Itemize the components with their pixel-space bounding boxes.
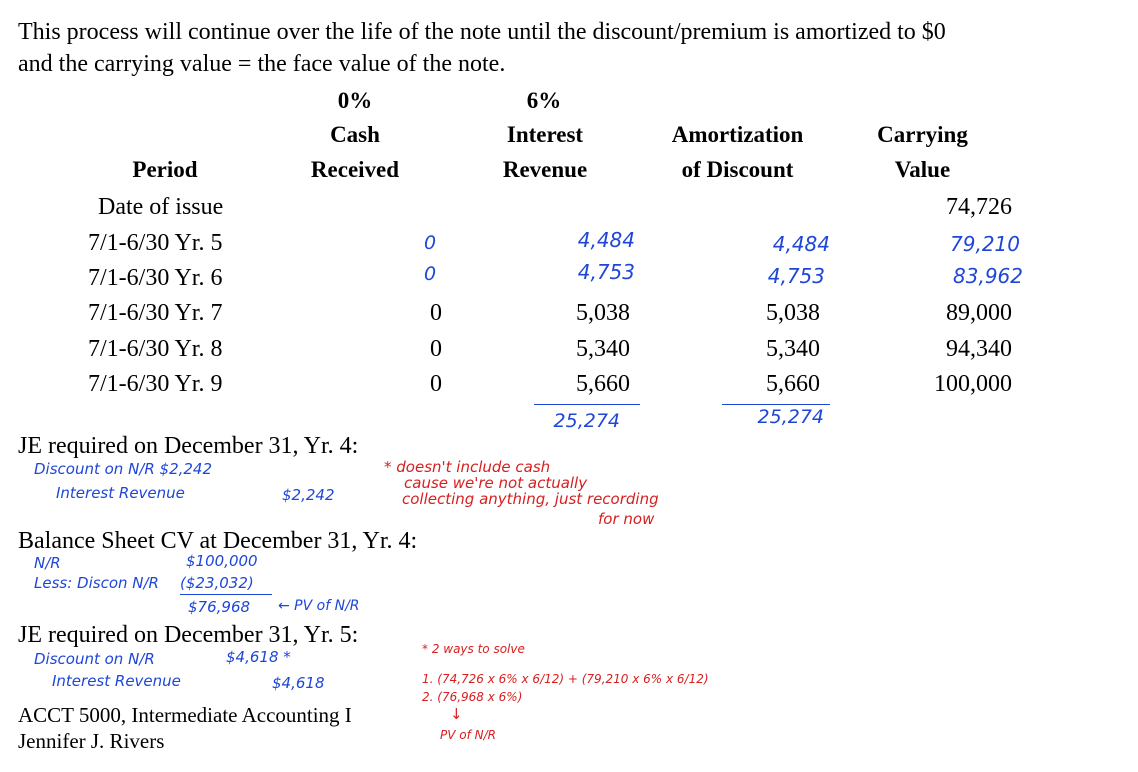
pv-label: PV of N/R bbox=[440, 728, 496, 742]
header-amort-2: of Discount bbox=[681, 157, 794, 182]
table-row-interest: 4,484 bbox=[577, 228, 635, 252]
table-row-period: 7/1-6/30 Yr. 6 bbox=[88, 265, 223, 291]
table-row-period: 7/1-6/30 Yr. 9 bbox=[88, 371, 223, 397]
je-yr4-note-2: cause we're not actually bbox=[404, 474, 588, 492]
table-row-period: 7/1-6/30 Yr. 7 bbox=[88, 300, 223, 326]
table-row-interest: 5,660 bbox=[576, 371, 630, 397]
bs-less-amount: ($23,032) bbox=[180, 574, 254, 592]
total-amort: 25,274 bbox=[757, 406, 824, 428]
solve-1: 1. (74,726 x 6% x 6/12) + (79,210 x 6% x 6/12) bbox=[422, 672, 709, 686]
header-cash-2: Received bbox=[310, 157, 400, 182]
table-row-cash: 0 bbox=[424, 263, 437, 285]
bs-nr-label: N/R bbox=[34, 554, 61, 572]
issue-period: Date of issue bbox=[98, 194, 224, 220]
intro-line-2: and the carrying value = the face value of the note. bbox=[18, 51, 506, 77]
bs-nr-amount: $100,000 bbox=[186, 552, 258, 570]
table-row-interest: 4,753 bbox=[577, 260, 635, 284]
table-row-carrying: 83,962 bbox=[953, 264, 1023, 288]
table-row-amort: 5,660 bbox=[766, 371, 820, 397]
je-yr4-heading: JE required on December 31, Yr. 4: bbox=[18, 433, 359, 459]
table-row-cash: 0 bbox=[430, 336, 442, 362]
je-yr4-credit-account: Interest Revenue bbox=[56, 484, 185, 502]
table-row-cash: 0 bbox=[424, 232, 437, 254]
header-carrying-1: Carrying bbox=[877, 122, 968, 147]
total-interest: 25,274 bbox=[553, 410, 620, 432]
header-interest-2: Revenue bbox=[502, 157, 588, 182]
header-amort-1: Amortization bbox=[671, 122, 804, 147]
solve-2: 2. (76,968 x 6%) bbox=[422, 690, 523, 704]
je-yr4-note-4: for now bbox=[598, 510, 655, 528]
header-interest-1: Interest bbox=[506, 122, 584, 147]
header-period: Period bbox=[132, 157, 198, 182]
table-row-amort: 4,753 bbox=[767, 264, 825, 288]
table-row-cash: 0 bbox=[430, 300, 442, 326]
table-row-period: 7/1-6/30 Yr. 5 bbox=[88, 230, 223, 256]
footer-author: Jennifer J. Rivers bbox=[18, 729, 165, 753]
footer-course: ACCT 5000, Intermediate Accounting I bbox=[18, 703, 352, 727]
rate-cash: 0% bbox=[337, 88, 373, 113]
total-underline-interest bbox=[534, 404, 640, 405]
je-yr5-credit-amount: $4,618 bbox=[272, 674, 325, 692]
table-row-interest: 5,038 bbox=[576, 300, 630, 326]
down-arrow-icon: ↓ bbox=[450, 705, 463, 723]
je-yr5-heading: JE required on December 31, Yr. 5: bbox=[18, 622, 359, 648]
solve-title: * 2 ways to solve bbox=[422, 642, 525, 656]
table-row-amort: 5,340 bbox=[766, 336, 820, 362]
je-yr4-note-3: collecting anything, just recording bbox=[402, 490, 659, 508]
bs-total-note: ← PV of N/R bbox=[278, 598, 360, 614]
header-cash-1: Cash bbox=[330, 122, 380, 147]
bs-less-label: Less: Discon N/R bbox=[34, 574, 159, 592]
je-yr5-credit-account: Interest Revenue bbox=[52, 672, 181, 690]
bs-total: $76,968 bbox=[188, 598, 251, 616]
rate-interest: 6% bbox=[526, 88, 562, 113]
bs-underline bbox=[180, 594, 272, 595]
table-row-amort: 4,484 bbox=[772, 232, 830, 256]
table-row-carrying: 94,340 bbox=[946, 336, 1012, 362]
je-yr4-note-1: * doesn't include cash bbox=[384, 458, 551, 476]
je-yr4-debit-line: Discount on N/R $2,242 bbox=[34, 460, 213, 478]
je-yr5-debit-account: Discount on N/R bbox=[34, 650, 155, 668]
table-row-carrying: 100,000 bbox=[934, 371, 1012, 397]
intro-line-1: This process will continue over the life of the note until the discount/premium is amortized to $0 bbox=[18, 19, 946, 45]
table-row-cash: 0 bbox=[430, 371, 442, 397]
header-carrying-2: Value bbox=[894, 157, 951, 182]
balance-sheet-heading: Balance Sheet CV at December 31, Yr. 4: bbox=[18, 528, 418, 554]
je-yr4-credit-amount: $2,242 bbox=[282, 486, 335, 504]
table-row-carrying: 79,210 bbox=[950, 232, 1020, 256]
table-row-period: 7/1-6/30 Yr. 8 bbox=[88, 336, 223, 362]
issue-carrying: 74,726 bbox=[946, 194, 1012, 220]
total-underline-amort bbox=[722, 404, 830, 405]
je-yr5-debit-amount: $4,618 * bbox=[226, 648, 291, 666]
table-row-interest: 5,340 bbox=[576, 336, 630, 362]
table-row-amort: 5,038 bbox=[766, 300, 820, 326]
table-row-carrying: 89,000 bbox=[946, 300, 1012, 326]
